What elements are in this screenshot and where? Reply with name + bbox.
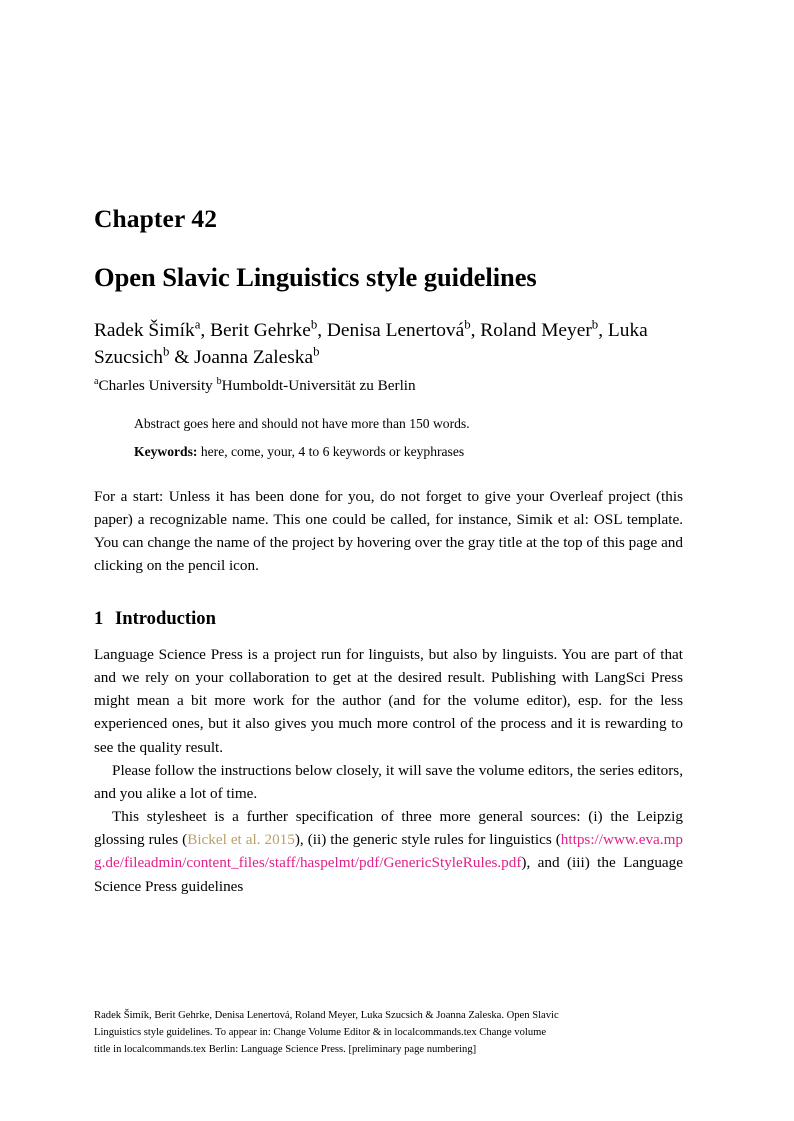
author-affil-marker-4: b xyxy=(591,317,599,332)
affiliation-marker-a: a xyxy=(94,375,99,387)
section1-paragraph-2: Please follow the instructions below closely, it will save the volume editors, the series editors, and you alike a lot of time. xyxy=(94,761,683,802)
abstract-block xyxy=(134,414,664,463)
author-name-4: , Roland xyxy=(470,320,537,342)
footer-line-3: title in localcommands.tex Berlin: Language Science Press. [preliminary page numbering] xyxy=(94,1044,477,1056)
author-affil-marker-6: b xyxy=(313,344,320,359)
author-name-6: & Joanna Zaleska xyxy=(169,346,314,368)
external-url-link-genericstylerules[interactable]: https://www.eva.mpg.de/fileadmin/content_files/staff/haspelmt/pdf/GenericStyleRules.pdf xyxy=(94,831,683,872)
paragraph3-text-part1: This stylesheet is a further specification of three more general sources: (i) the Leipzig glossing rules ( xyxy=(94,808,683,849)
chapter-label: Chapter 42 xyxy=(94,204,218,233)
footer-credit-block xyxy=(94,1007,683,1058)
section1-paragraph-1: Language Science Press is a project run for linguists, but also by linguists. You are part of that and we rely on your collaboration to get at the desired result. Publishing with LangSci Press might mean a bit more work for the author (and for the volume editor), esp. for the less experienced ones, but it also gives you much more control of the process and it is rewarding to see the quality result. xyxy=(94,645,683,756)
author-affil-marker-1: a xyxy=(194,317,201,332)
paragraph3-text-part2: ), (ii) the generic style rules for linguistics ( xyxy=(294,831,561,849)
affiliation-b: Humboldt-Universität zu Berlin xyxy=(221,376,416,394)
affiliation-list xyxy=(94,376,683,397)
author-name-3: , Denisa Lenertová xyxy=(317,320,465,342)
section-title: Introduction xyxy=(115,607,216,629)
paragraph3-text-part3: ), and (iii) the Language Science Press guidelines xyxy=(94,854,683,895)
citation-link-bickel[interactable]: Bickel et al. 2015 xyxy=(187,831,295,849)
keywords-label: Keywords: xyxy=(134,444,198,460)
section1-paragraph-3 xyxy=(94,805,683,898)
footer-line-1: Radek Šimík, Berit Gehrke, Denisa Lenertová, Roland Meyer, Luka Szucsich & Joanna Zaleska. Open Slavic xyxy=(94,1010,559,1021)
author-name-4-cont: Meyer xyxy=(541,320,592,342)
author-name-2: , Berit Gehrke xyxy=(200,320,311,342)
author-affil-marker-5: b xyxy=(162,344,170,359)
author-affil-marker-2: b xyxy=(310,317,318,332)
section-number: 1 xyxy=(94,607,104,629)
page-title: Open Slavic Linguistics style guidelines xyxy=(94,261,537,292)
intro-note-paragraph: For a start: Unless it has been done for you, do not forget to give your Overleaf project (this paper) a recognizable name. This one could be called, for instance, Simik et al: OSL template. You can change the name of the project by hovering over the gray title at the top of this page and clicking on the pencil icon. xyxy=(94,487,683,575)
keywords-line xyxy=(134,442,664,462)
author-name-1: Radek Šimík xyxy=(94,320,195,342)
author-affil-marker-3: b xyxy=(464,317,471,332)
affiliation-a: Charles University xyxy=(98,376,217,394)
affiliation-marker-b: b xyxy=(216,375,222,387)
section-heading-introduction xyxy=(94,608,683,630)
author-list xyxy=(94,318,683,372)
page-content xyxy=(94,205,683,898)
keywords-value: here, come, your, 4 to 6 keywords or keyphrases xyxy=(197,444,465,460)
abstract-text: Abstract goes here and should not have more than 150 words. xyxy=(134,416,470,432)
author-name-5: , Luka Szucsich xyxy=(94,320,648,368)
footer-line-2: Linguistics style guidelines. To appear in: Change Volume Editor & in localcommands.tex Change volume xyxy=(94,1027,547,1039)
